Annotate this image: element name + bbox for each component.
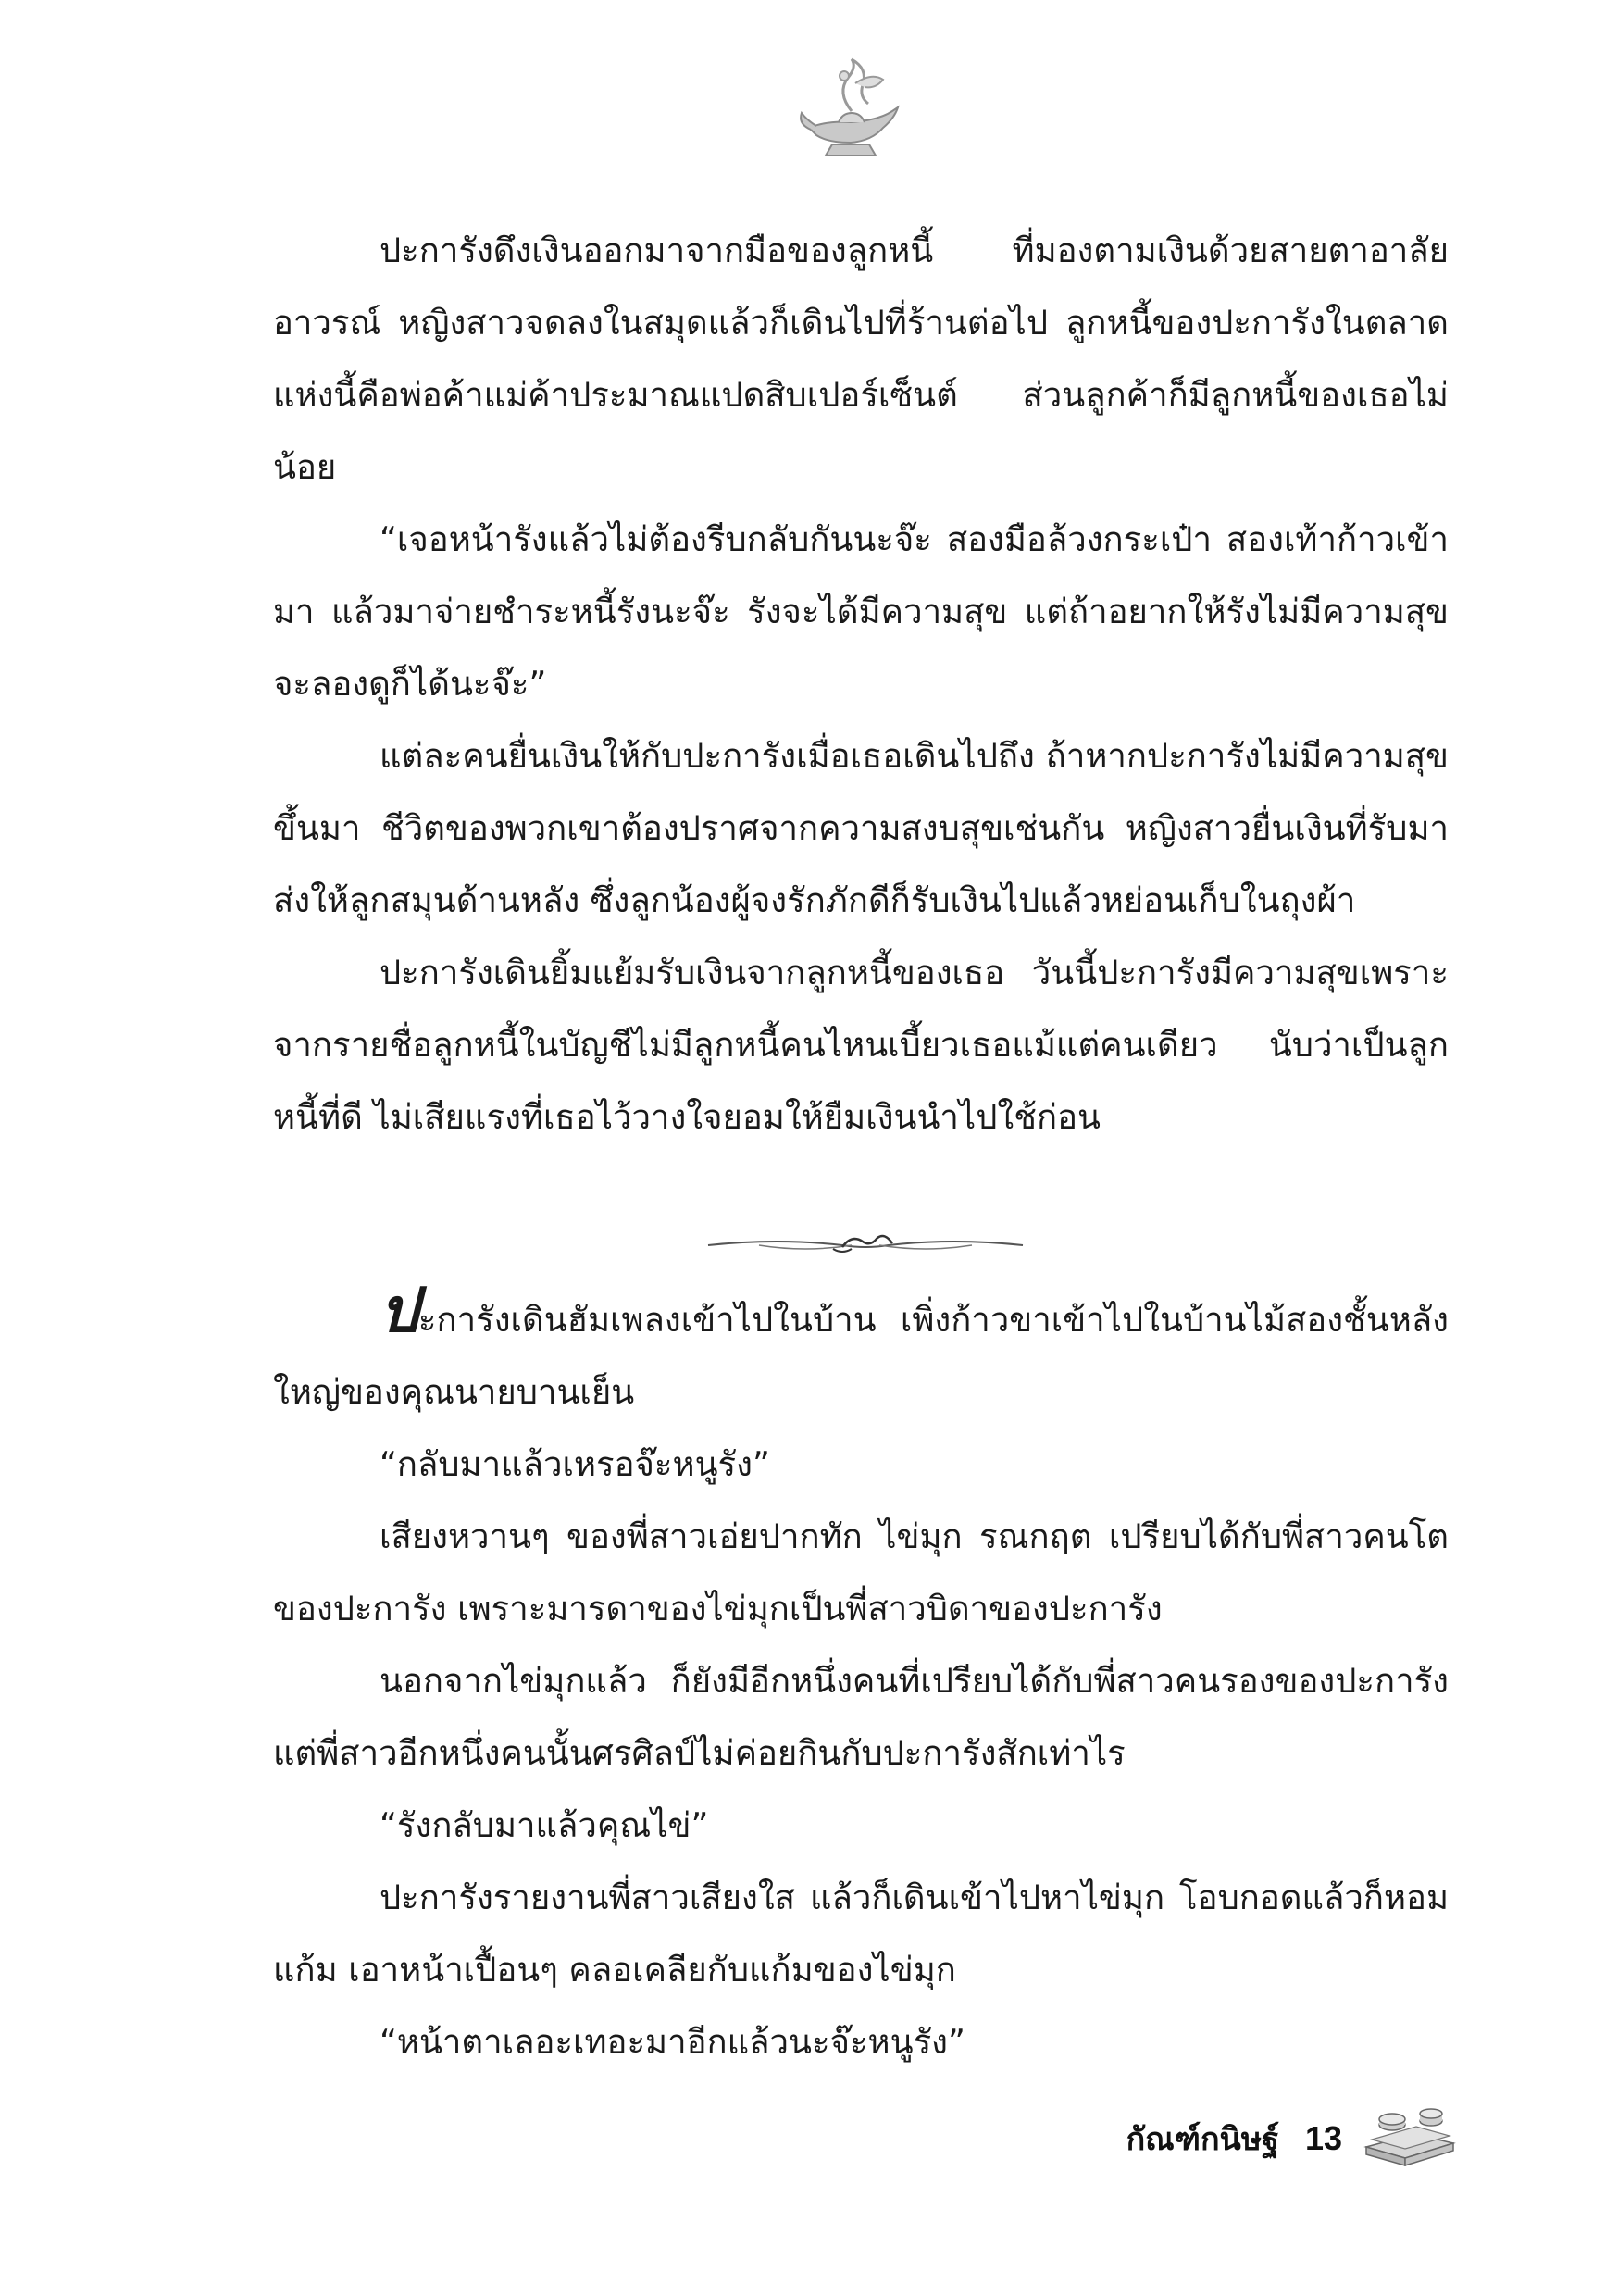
book-title: กัณฑ์กนิษฐ์ — [1126, 2121, 1279, 2158]
paragraph-text: ะการังเดินฮัมเพลงเข้าไปในบ้าน เพิ่งก้าวขาเข้าไปในบ้านไม้สองชั้นหลังใหญ่ของคุณนายบานเย็น — [273, 1300, 1449, 1412]
genie-lamp-icon — [790, 56, 911, 167]
chapter-opening-paragraph — [273, 1274, 1449, 1429]
paragraph: “รังกลับมาแล้วคุณไข่” — [380, 1805, 709, 1845]
paragraph: นอกจากไข่มุกแล้ว ก็ยังมีอีกหนึ่งคนที่เปรียบได้กับพี่สาวคนรองของปะการัง แต่พี่สาวอีกหนึ่งคนนั้นศรศิลป์ไม่ค่อยกินกับปะการังสักเท่าไร — [273, 1661, 1449, 1773]
paragraph: เสียงหวานๆ ของพี่สาวเอ่ยปากทัก ไข่มุก รณกฤต เปรียบได้กับพี่สาวคนโตของปะการัง เพราะมารดาของไข่มุกเป็นพี่สาวบิดาของปะการัง — [273, 1516, 1449, 1628]
ornamental-divider-icon — [703, 1227, 1027, 1264]
paragraph: “หน้าตาเลอะเทอะมาอีกแล้วนะจ๊ะหนูรัง” — [380, 2022, 965, 2062]
paragraph: ปะการังเดินยิ้มแย้มรับเงินจากลูกหนี้ของเธอ วันนี้ปะการังมีความสุขเพราะจากรายชื่อลูกหนี้ในบัญชีไม่มีลูกหนี้คนไหนเบี้ยวเธอแม้แต่คนเดียว นับว่าเป็นลูกหนี้ที่ดี ไม่เสียแรงที่เธอไว้วางใจยอมให้ยืมเงินนำไปใช้ก่อน — [273, 953, 1449, 1137]
body-text-top — [273, 215, 1449, 1154]
paragraph: “เจอหน้ารังแล้วไม่ต้องรีบกลับกันนะจ๊ะ สองมือล้วงกระเป๋า สองเท้าก้าวเข้ามา แล้วมาจ่ายชำระหนี้รังนะจ๊ะ รังจะได้มีความสุข แต่ถ้าอยากให้รังไม่มีความสุขจะลองดูก็ได้นะจ๊ะ” — [273, 519, 1449, 704]
paragraph: “กลับมาแล้วเหรอจ๊ะหนูรัง” — [380, 1444, 770, 1484]
paragraph: ปะการังดึงเงินออกมาจากมือของลูกหนี้ ที่มองตามเงินด้วยสายตาอาลัยอาวรณ์ หญิงสาวจดลงในสมุดแล้วก็เดินไปที่ร้านต่อไป ลูกหนี้ของปะการังในตลาดแห่งนี้คือพ่อค้าแม่ค้าประมาณแปดสิบเปอร์เซ็นต์ ส่วนลูกค้าก็มีลูกหนี้ของเธอไม่น้อย — [273, 231, 1449, 487]
money-stack-icon — [1359, 2106, 1461, 2171]
body-text-bottom — [273, 1274, 1449, 2078]
dropcap-letter: ป — [380, 1274, 418, 1346]
page-footer — [1126, 2102, 1461, 2176]
paragraph: แต่ละคนยื่นเงินให้กับปะการังเมื่อเธอเดินไปถึง ถ้าหากปะการังไม่มีความสุขขึ้นมา ชีวิตของพวกเขาต้องปราศจากความสงบสุขเช่นกัน หญิงสาวยื่นเงินที่รับมาส่งให้ลูกสมุนด้านหลัง ซึ่งลูกน้องผู้จงรักภักดีก็รับเงินไปแล้วหย่อนเก็บในถุงผ้า — [273, 736, 1449, 920]
paragraph: ปะการังรายงานพี่สาวเสียงใส แล้วก็เดินเข้าไปหาไข่มุก โอบกอดแล้วก็หอมแก้ม เอาหน้าเปื้อนๆ คลอเคลียกับแก้มของไข่มุก — [273, 1878, 1449, 1990]
page-number: 13 — [1304, 2119, 1342, 2157]
